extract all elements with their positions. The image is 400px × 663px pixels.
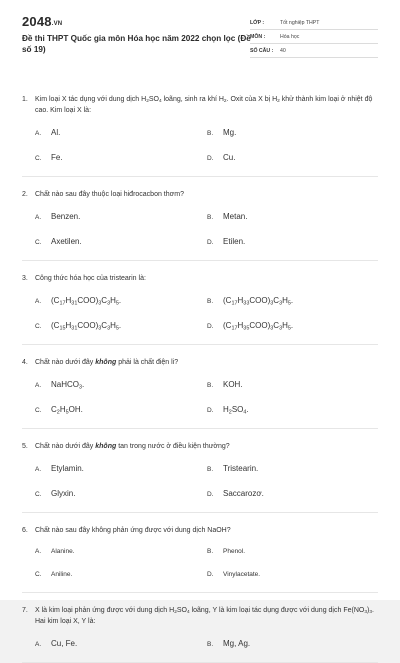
option-letter: A. bbox=[35, 298, 42, 305]
answer-option[interactable] bbox=[207, 639, 379, 648]
meta-key: MÔN : bbox=[250, 33, 266, 40]
option-letter: B. bbox=[207, 214, 214, 221]
option-text: $(C_{17}H_{33}COO)_3C_3H_5$. bbox=[223, 296, 294, 307]
answer-options bbox=[22, 464, 378, 512]
question-number: 2. bbox=[22, 191, 28, 198]
option-text: Alanine. bbox=[51, 548, 75, 555]
answer-options bbox=[22, 639, 378, 662]
option-text: $(C_{17}H_{31}COO)_3C_3H_5$. bbox=[51, 296, 122, 307]
option-letter: C. bbox=[35, 323, 42, 330]
option-letter: A. bbox=[35, 641, 42, 648]
answer-option[interactable] bbox=[35, 405, 207, 414]
answer-option[interactable] bbox=[207, 464, 379, 473]
answer-option[interactable] bbox=[35, 639, 207, 648]
answer-option[interactable] bbox=[35, 296, 207, 305]
question-number: 7. bbox=[22, 607, 28, 614]
option-text: Glyxin. bbox=[51, 489, 76, 498]
option-text: Cu. bbox=[223, 153, 236, 162]
question-stem bbox=[22, 523, 378, 536]
question-text: Chất nào dưới đây không phải là chất điện li? bbox=[35, 359, 179, 366]
answer-option[interactable] bbox=[207, 128, 379, 137]
question-item bbox=[22, 92, 378, 177]
answer-option[interactable] bbox=[35, 380, 207, 389]
option-letter: B. bbox=[207, 641, 214, 648]
question-item bbox=[22, 271, 378, 345]
answer-option[interactable] bbox=[35, 571, 207, 578]
option-text: Etylamin. bbox=[51, 464, 84, 473]
question-item bbox=[22, 439, 378, 513]
answer-option[interactable] bbox=[207, 489, 379, 498]
option-text: Etilen. bbox=[223, 237, 246, 246]
option-letter: D. bbox=[207, 155, 214, 162]
option-text: $C_2H_5OH$. bbox=[51, 405, 83, 416]
meta-key: LỚP : bbox=[250, 19, 265, 26]
option-letter: B. bbox=[207, 298, 214, 305]
question-stem bbox=[22, 271, 378, 284]
option-letter: D. bbox=[207, 571, 214, 578]
option-text: Aniline. bbox=[51, 571, 73, 578]
option-letter: D. bbox=[207, 491, 214, 498]
option-letter: C. bbox=[35, 155, 42, 162]
exam-meta bbox=[250, 16, 378, 58]
option-text: NaHCO$_3$. bbox=[51, 380, 85, 391]
option-letter: D. bbox=[207, 323, 214, 330]
option-letter: B. bbox=[207, 548, 214, 555]
answer-option[interactable] bbox=[207, 296, 379, 305]
option-text: Al. bbox=[51, 128, 61, 137]
question-number: 3. bbox=[22, 275, 28, 282]
option-text: Axetilen. bbox=[51, 237, 82, 246]
answer-option[interactable] bbox=[35, 128, 207, 137]
option-text: Mg. bbox=[223, 128, 237, 137]
question-text: Kim loại X tác dụng với dung dịch $H_2SO_4$ loãng, sinh ra khí $H_2$. Oxit của X bị $H_2$ khử thành kim loại ở nhiệt độ cao. Kim loại X là: bbox=[35, 96, 373, 114]
meta-row bbox=[250, 44, 378, 58]
meta-value: Hóa học bbox=[280, 33, 300, 40]
option-letter: A. bbox=[35, 382, 42, 389]
option-text: Fe. bbox=[51, 153, 63, 162]
question-text: Chất nào sau đây thuộc loại hiđrocacbon thơm? bbox=[35, 191, 184, 198]
meta-key: SỐ CÂU : bbox=[250, 47, 274, 54]
answer-option[interactable] bbox=[35, 212, 207, 221]
question-item bbox=[22, 523, 378, 593]
option-letter: A. bbox=[35, 466, 42, 473]
question-text: Chất nào sau đây không phản ứng được với dung dịch NaOH? bbox=[35, 527, 231, 534]
answer-option[interactable] bbox=[35, 464, 207, 473]
meta-row bbox=[250, 30, 378, 44]
page-title: Đề thi THPT Quốc gia môn Hóa học năm 2022 chọn lọc (Đề số 19) bbox=[22, 34, 251, 54]
answer-option[interactable] bbox=[207, 548, 379, 555]
answer-option[interactable] bbox=[207, 321, 379, 330]
option-letter: C. bbox=[35, 239, 42, 246]
option-text: Tristearin. bbox=[223, 464, 259, 473]
option-text: Phenol. bbox=[223, 548, 246, 555]
option-text: Vinylacetate. bbox=[223, 571, 261, 578]
question-number: 5. bbox=[22, 443, 28, 450]
option-letter: D. bbox=[207, 407, 214, 414]
answer-option[interactable] bbox=[35, 237, 207, 246]
logo-text: 2048 bbox=[22, 14, 52, 29]
answer-options bbox=[22, 212, 378, 260]
question-stem bbox=[22, 439, 378, 452]
option-text: Benzen. bbox=[51, 212, 81, 221]
page-header bbox=[22, 14, 378, 68]
option-letter: C. bbox=[35, 491, 42, 498]
option-text: $H_2SO_4$. bbox=[223, 405, 249, 416]
option-letter: A. bbox=[35, 548, 42, 555]
option-letter: A. bbox=[35, 214, 42, 221]
option-text: Cu, Fe. bbox=[51, 639, 78, 648]
option-text: $(C_{15}H_{31}COO)_3C_3H_5$. bbox=[51, 321, 122, 332]
option-text: Saccarozơ. bbox=[223, 489, 264, 498]
option-text: $(C_{17}H_{35}COO)_3C_3H_5$. bbox=[223, 321, 294, 332]
question-text: X là kim loại phản ứng được với dung dịch $H_2SO_4$ loãng, Y là kim loại tác dụng được với dung dịch $Fe(NO_3)_3$. Hai kim loại X, Y là: bbox=[35, 607, 374, 625]
meta-value: 40 bbox=[280, 47, 286, 54]
question-stem bbox=[22, 187, 378, 200]
question-text: Công thức hóa học của tristearin là: bbox=[35, 275, 146, 282]
answer-options bbox=[22, 128, 378, 176]
question-item bbox=[22, 355, 378, 429]
answer-options bbox=[22, 380, 378, 428]
meta-value: Tốt nghiệp THPT bbox=[280, 19, 320, 26]
meta-row bbox=[250, 16, 378, 30]
question-stem bbox=[22, 603, 378, 627]
answer-option[interactable] bbox=[207, 237, 379, 246]
question-list bbox=[22, 92, 378, 663]
answer-options bbox=[22, 296, 378, 344]
option-letter: A. bbox=[35, 130, 42, 137]
question-number: 1. bbox=[22, 96, 28, 103]
option-letter: C. bbox=[35, 571, 42, 578]
answer-options bbox=[22, 548, 378, 592]
question-item bbox=[22, 187, 378, 261]
option-text: KOH. bbox=[223, 380, 243, 389]
answer-option[interactable] bbox=[35, 548, 207, 555]
option-text: Mg, Ag. bbox=[223, 639, 251, 648]
question-text: Chất nào dưới đây không tan trong nước ở điều kiện thường? bbox=[35, 443, 230, 450]
question-stem bbox=[22, 92, 378, 116]
answer-option[interactable] bbox=[207, 153, 379, 162]
option-letter: C. bbox=[35, 407, 42, 414]
option-letter: B. bbox=[207, 466, 214, 473]
option-letter: B. bbox=[207, 130, 214, 137]
answer-option[interactable] bbox=[207, 380, 379, 389]
logo-tld: .VN bbox=[51, 21, 63, 27]
question-item bbox=[22, 603, 378, 663]
question-number: 4. bbox=[22, 359, 28, 366]
answer-option[interactable] bbox=[207, 405, 379, 414]
question-stem bbox=[22, 355, 378, 368]
answer-option[interactable] bbox=[35, 153, 207, 162]
option-letter: B. bbox=[207, 382, 214, 389]
answer-option[interactable] bbox=[35, 489, 207, 498]
question-number: 6. bbox=[22, 527, 28, 534]
answer-option[interactable] bbox=[207, 571, 379, 578]
answer-option[interactable] bbox=[207, 212, 379, 221]
answer-option[interactable] bbox=[35, 321, 207, 330]
option-letter: D. bbox=[207, 239, 214, 246]
option-text: Metan. bbox=[223, 212, 248, 221]
